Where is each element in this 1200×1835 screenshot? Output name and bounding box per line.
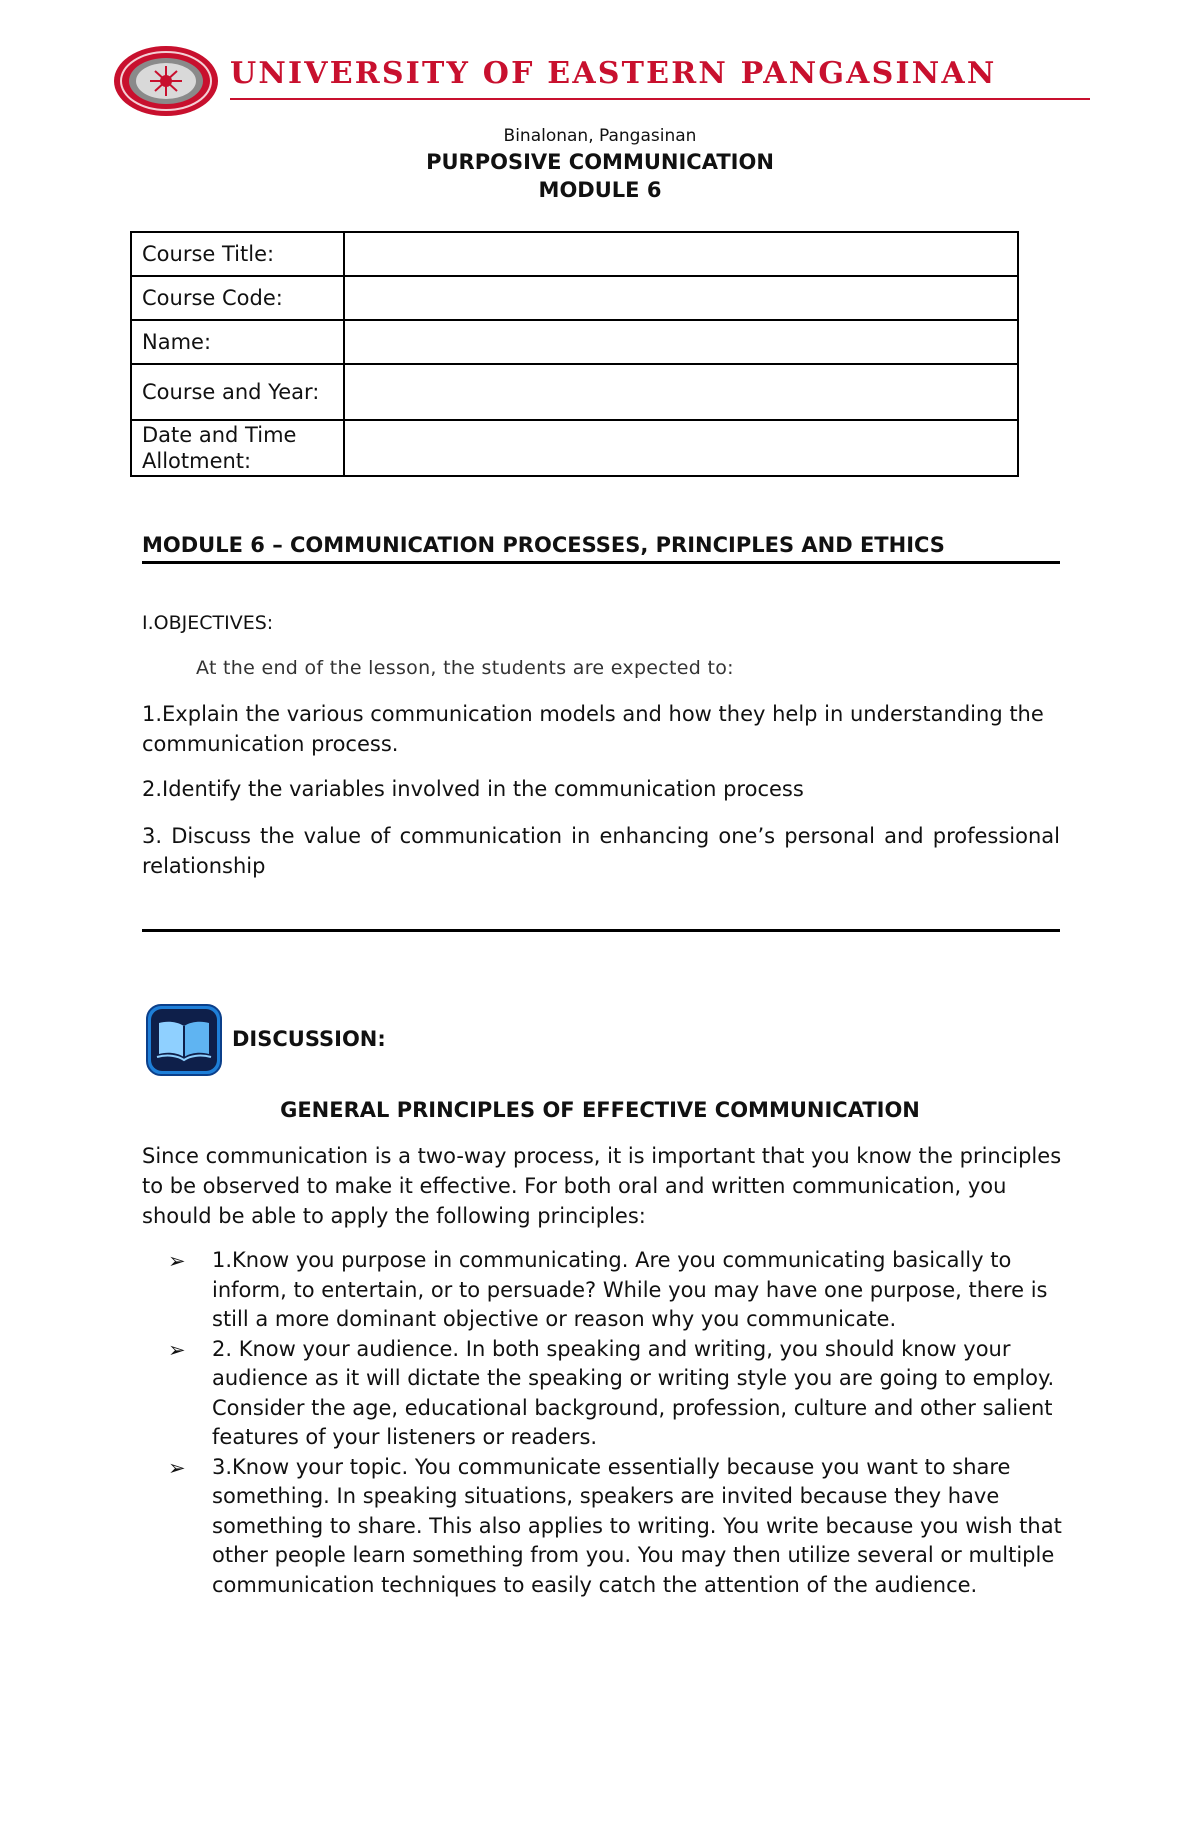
section-divider — [142, 929, 1060, 932]
objective-item: 2.Identify the variables involved in the communication process — [142, 777, 804, 801]
arrow-bullet-icon: ➢ — [168, 1249, 186, 1273]
principles-list — [168, 1246, 1068, 1600]
university-seal-icon — [112, 44, 220, 118]
principle-text: 2. Know your audience. In both speaking and writing, you should know your audience as it will dictate the speaking or writing style you are going to employ. Consider the age, educational background, profession, culture and other salient features of your listeners or readers. — [212, 1336, 1055, 1449]
discussion-title: GENERAL PRINCIPLES OF EFFECTIVE COMMUNICATION — [280, 1098, 920, 1122]
info-row-course-title — [131, 232, 1018, 276]
course-year-label: Course and Year: — [131, 364, 344, 420]
course-title-field[interactable] — [344, 232, 1018, 276]
course-year-field[interactable] — [344, 364, 1018, 420]
module-heading: MODULE 6 — [538, 178, 662, 202]
university-header — [112, 44, 1090, 118]
name-field[interactable] — [344, 320, 1018, 364]
objectives-heading: I.OBJECTIVES: — [142, 612, 274, 634]
principle-text: 1.Know you purpose in communicating. Are you communicating basically to inform, to entertain, or to persuade? While you may have one purpose, there is still a more dominant objective or reason why you communicate. — [212, 1248, 1048, 1331]
header-divider — [230, 98, 1090, 100]
info-row-date-time — [131, 420, 1018, 476]
book-icon — [146, 1004, 222, 1076]
university-location: Binalonan, Pangasinan — [503, 126, 697, 146]
discussion-intro: Since communication is a two-way process, it is important that you know the principles to be observed to make it effective. For both oral and written communication, you should be able to apply the following principles: — [142, 1144, 1062, 1228]
list-item — [168, 1246, 1068, 1335]
date-time-label: Date and Time Allotment: — [131, 420, 344, 476]
name-label: Name: — [131, 320, 344, 364]
objective-item: 1.Explain the various communication models and how they help in understanding the communication process. — [142, 702, 1044, 756]
course-code-field[interactable] — [344, 276, 1018, 320]
info-row-course-code — [131, 276, 1018, 320]
discussion-label: DISCUSSION: — [232, 1027, 386, 1051]
student-info-table — [130, 231, 1019, 477]
course-code-label: Course Code: — [131, 276, 344, 320]
date-time-field[interactable] — [344, 420, 1018, 476]
info-row-name — [131, 320, 1018, 364]
module-title: MODULE 6 – COMMUNICATION PROCESSES, PRINCIPLES AND ETHICS — [142, 533, 1060, 564]
university-name: UNIVERSITY OF EASTERN PANGASINAN — [230, 56, 997, 91]
principle-text: 3.Know your topic. You communicate essentially because you want to share something. In speaking situations, speakers are invited because they have something to share. This also applies to writing. You write because you wish that other people learn something from you. You may then utilize several or multiple communication techniques to easily catch the attention of the audience. — [212, 1454, 1062, 1597]
list-item — [168, 1335, 1068, 1453]
arrow-bullet-icon: ➢ — [168, 1455, 186, 1480]
course-heading: PURPOSIVE COMMUNICATION — [426, 150, 774, 174]
objective-item: 3. Discuss the value of communication in enhancing one’s personal and professional relationship — [142, 824, 1060, 878]
list-item — [168, 1453, 1068, 1601]
arrow-bullet-icon: ➢ — [168, 1337, 186, 1362]
course-title-label: Course Title: — [131, 232, 344, 276]
info-row-course-year — [131, 364, 1018, 420]
objectives-intro: At the end of the lesson, the students are expected to: — [196, 657, 734, 679]
